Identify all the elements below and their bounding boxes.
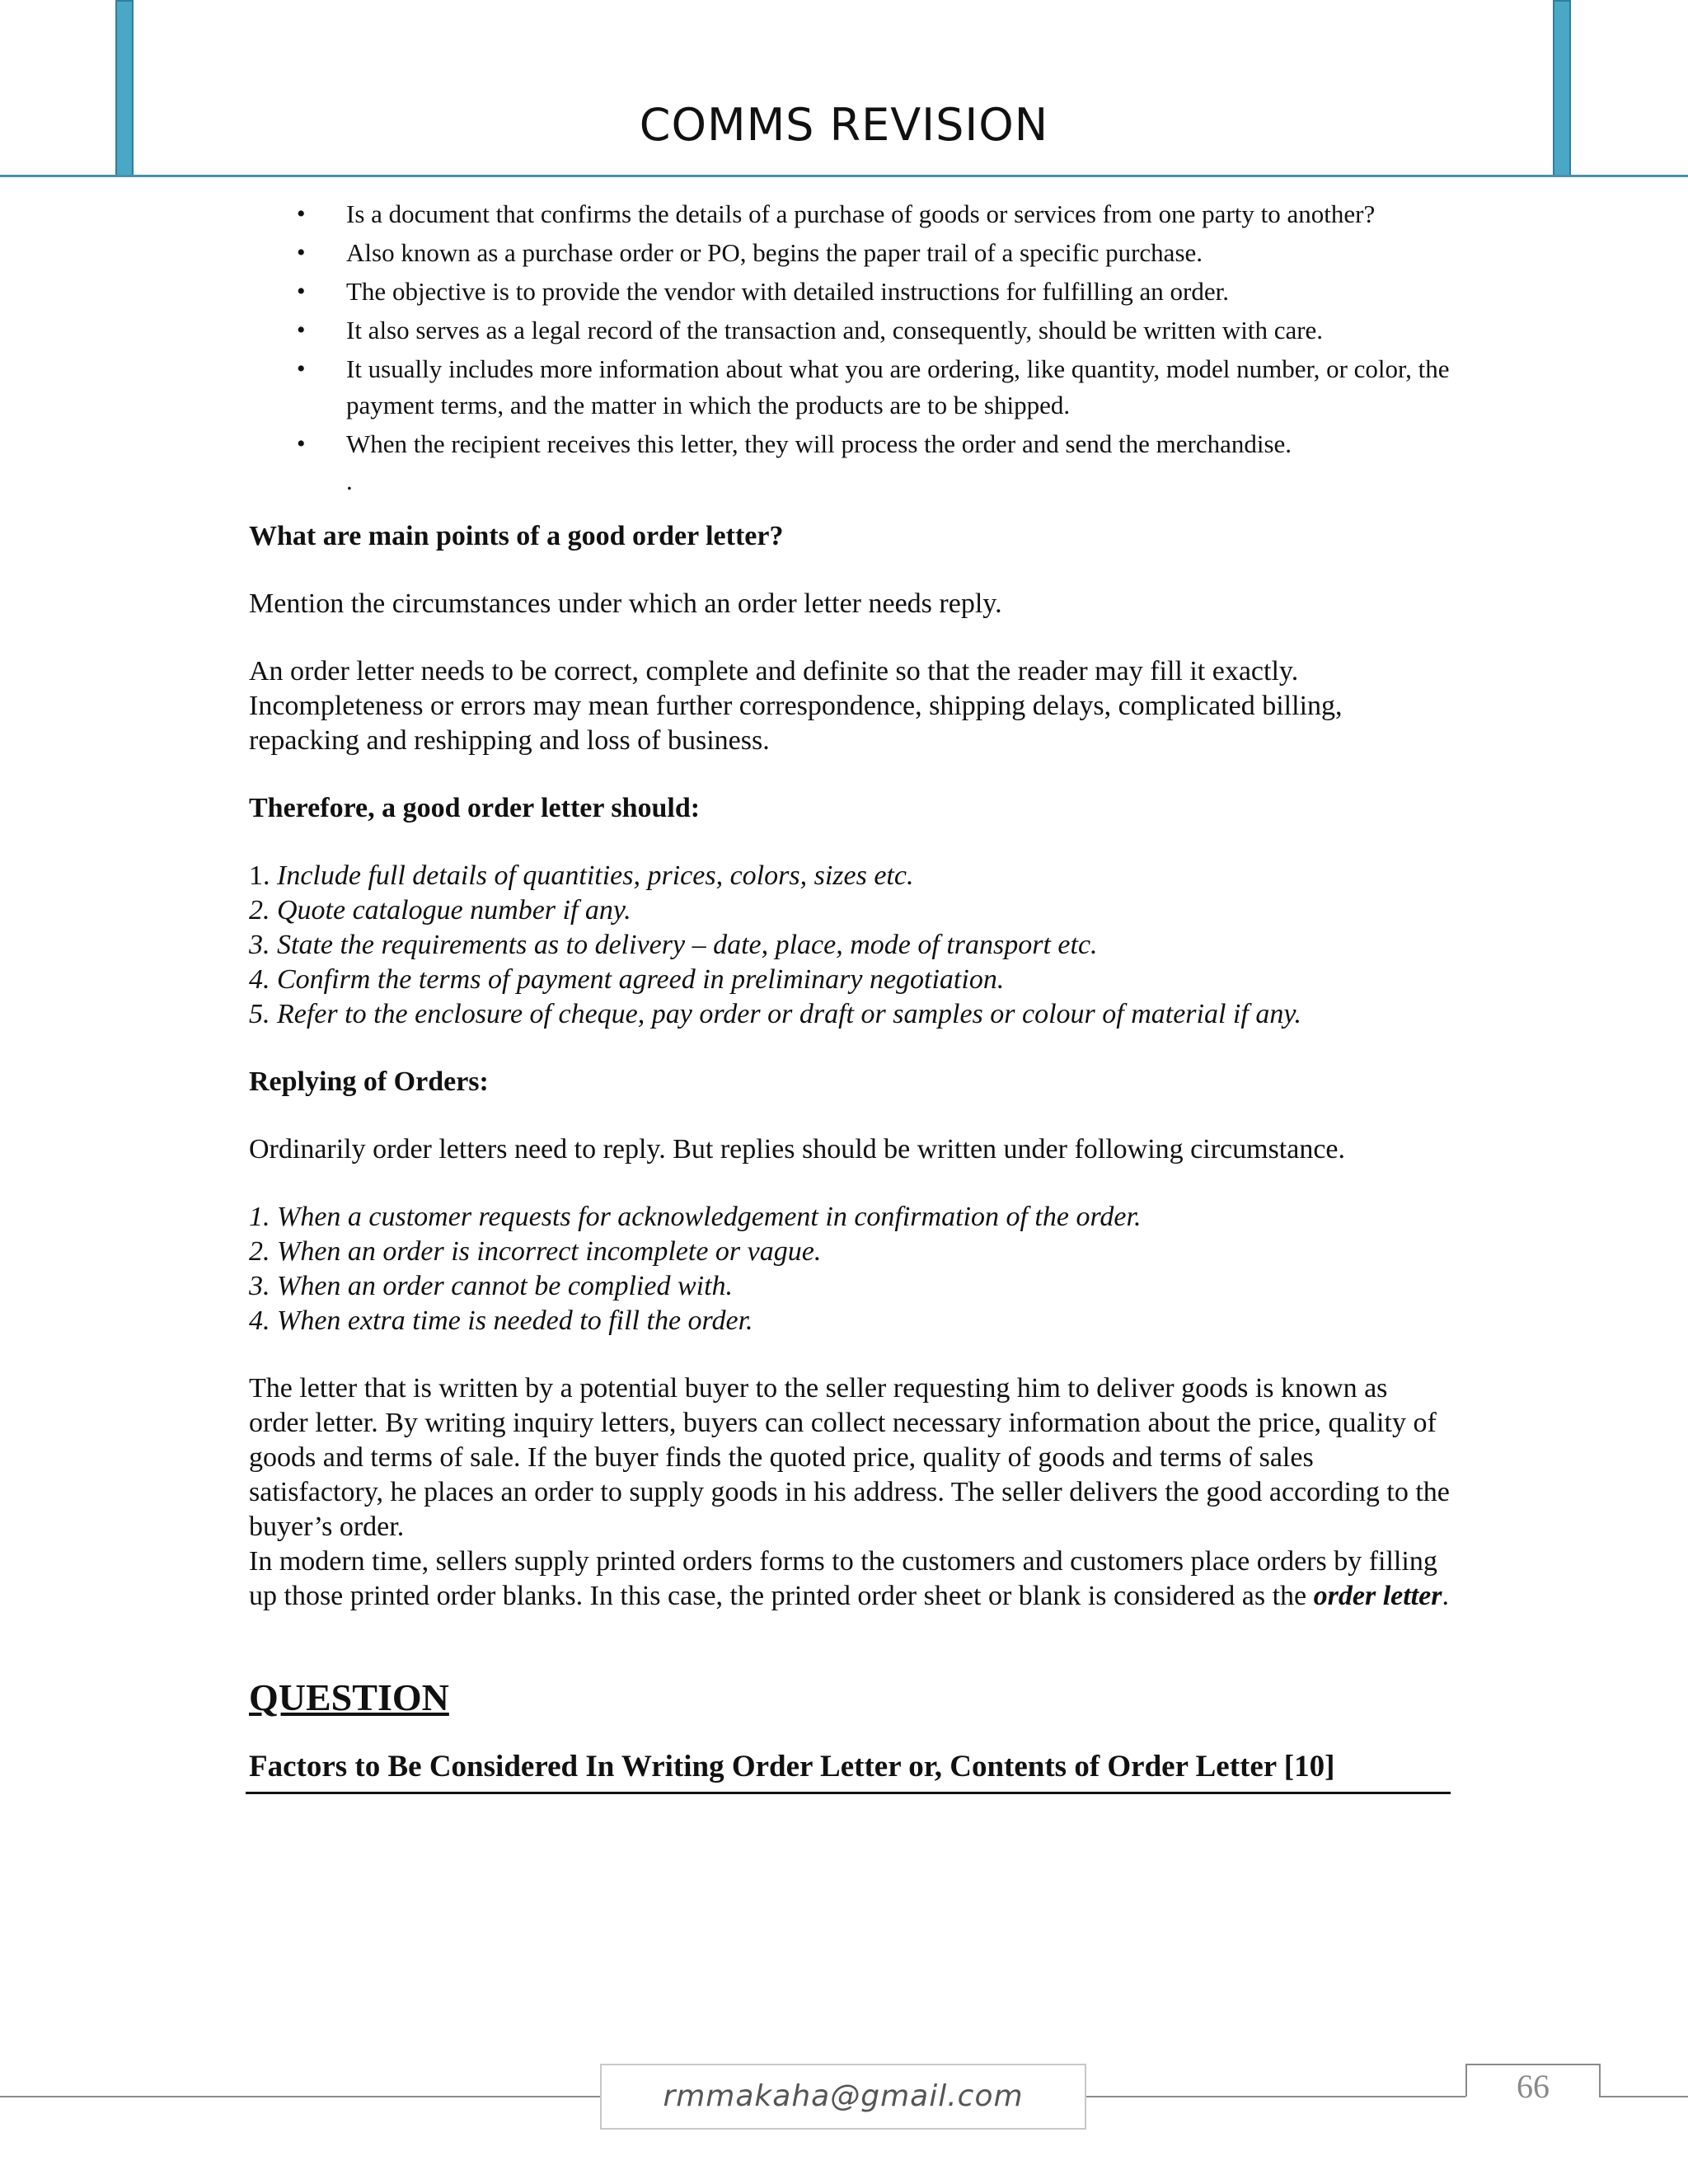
list-item: 2. Quote catalogue number if any. bbox=[249, 895, 631, 926]
list-item: 4. Confirm the terms of payment agreed in preliminary negotiation. bbox=[249, 964, 1005, 995]
footer-rule-left bbox=[0, 2096, 600, 2097]
definition-bullet-list bbox=[249, 196, 1452, 462]
list-item: 1. Include full details of quantities, prices, colors, sizes etc. bbox=[249, 860, 914, 891]
list-item: 2. When an order is incorrect incomplete or vague. bbox=[249, 1236, 822, 1267]
should-heading: Therefore, a good order letter should: bbox=[249, 793, 701, 823]
bullet-item: • Also known as a purchase order or PO, begins the paper trail of a specific purchase. bbox=[346, 235, 1452, 271]
page-content bbox=[249, 196, 1452, 1794]
list-item: 1. When a customer requests for acknowledgement in confirmation of the order. bbox=[249, 1202, 1142, 1232]
list-item: 3. When an order cannot be complied with. bbox=[249, 1271, 734, 1301]
bullet-item: • The objective is to provide the vendor with detailed instructions for fulfilling an order. bbox=[346, 274, 1452, 310]
should-list bbox=[249, 859, 1452, 1032]
order-letter-emphasis: order letter bbox=[1313, 1581, 1442, 1611]
bullet-item: • When the recipient receives this letter, they will process the order and send the merchandise. bbox=[346, 426, 1452, 462]
replying-paragraph: Ordinarily order letters need to reply. But replies should be written under following circumstance. bbox=[249, 1134, 1346, 1165]
bullet-trailing-dot: . bbox=[346, 466, 353, 495]
replying-list bbox=[249, 1200, 1452, 1338]
footer-email: rmmakaha@gmail.com bbox=[600, 2064, 1086, 2130]
correctness-paragraph: An order letter needs to be correct, complete and definite so that the reader may fill it exactly. Incompleteness or errors may mean further correspondence, shipping delays, complicated billing, repacking and reshipping and loss of business. bbox=[249, 656, 1343, 756]
printed-forms-paragraph: In modern time, sellers supply printed orders forms to the customers and customers place orders by filling up those printed order blanks. In this case, the printed order sheet or blank is considered as the order letter. bbox=[249, 1546, 1449, 1611]
question-heading: QUESTION bbox=[249, 1676, 449, 1718]
footer-rule-middle bbox=[1086, 2096, 1465, 2097]
list-item: 4. When extra time is needed to fill the order. bbox=[249, 1305, 753, 1336]
list-item: 3. State the requirements as to delivery – date, place, mode of transport etc. bbox=[249, 930, 1098, 960]
factors-heading: Factors to Be Considered In Writing Order Letter or, Contents of Order Letter [10] bbox=[246, 1747, 1451, 1794]
definition-paragraph: The letter that is written by a potential buyer to the seller requesting him to deliver goods is known as order letter. By writing inquiry letters, buyers can collect necessary information about the price, quality of goods and terms of sale. If the buyer finds the quoted price, quality of goods and terms of sales satisfactory, he places an order to supply goods in his address. The seller delivers the good according to the buyer’s order. bbox=[249, 1373, 1450, 1542]
main-points-heading: What are main points of a good order letter? bbox=[249, 521, 784, 551]
circumstances-prompt: Mention the circumstances under which an order letter needs reply. bbox=[249, 588, 1002, 619]
page-number: 66 bbox=[1517, 2068, 1550, 2105]
list-item: 5. Refer to the enclosure of cheque, pay order or draft or samples or colour of material if any. bbox=[249, 999, 1302, 1029]
replying-heading: Replying of Orders: bbox=[249, 1066, 489, 1097]
bullet-item: • Is a document that confirms the details of a purchase of goods or services from one party to another? bbox=[346, 196, 1452, 232]
header-rule bbox=[0, 175, 1688, 177]
page-header-title: COMMS REVISION bbox=[639, 99, 1049, 151]
bullet-item: • It also serves as a legal record of the transaction and, consequently, should be written with care. bbox=[346, 312, 1452, 349]
footer-rule-right bbox=[1599, 2096, 1688, 2097]
bullet-item: • It usually includes more information about what you are ordering, like quantity, model number, or color, the payment terms, and the matter in which the products are to be shipped. bbox=[346, 351, 1452, 424]
